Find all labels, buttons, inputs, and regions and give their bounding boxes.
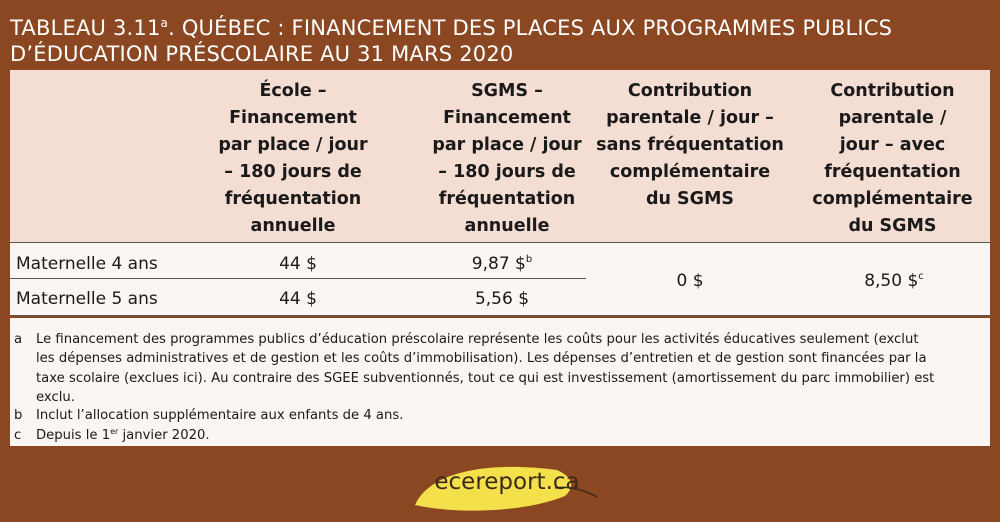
title-footnote-marker: a bbox=[160, 16, 169, 30]
column-header-contribution-sans: Contribution parentale / jour – sans fréquentation complémentaire du SGMS bbox=[596, 81, 784, 209]
cell-contribution-sans: 0 $ bbox=[676, 271, 704, 291]
cell-ecole-maternelle-5: 44 $ bbox=[279, 289, 317, 309]
column-header-sgms: SGMS – Financement par place / jour – 180 jours de fréquentation annuelle bbox=[432, 81, 582, 236]
footnote-marker: a bbox=[14, 332, 23, 347]
divider bbox=[10, 278, 586, 279]
divider bbox=[10, 242, 990, 243]
row-label-maternelle-5: Maternelle 5 ans bbox=[16, 289, 158, 309]
divider bbox=[10, 315, 990, 316]
logo-text[interactable]: ecereport.ca bbox=[434, 469, 580, 495]
cell-ecole-maternelle-4: 44 $ bbox=[279, 254, 317, 274]
footnote-marker: c bbox=[14, 428, 22, 443]
footnote-marker: c bbox=[918, 271, 924, 282]
title-line-2: D’ÉDUCATION PRÉSCOLAIRE AU 31 MARS 2020 bbox=[10, 42, 514, 66]
column-header-ecole: École – Financement par place / jour – 180 jours de fréquentation annuelle bbox=[218, 81, 368, 236]
title-prefix: TABLEAU 3.11 bbox=[10, 16, 161, 40]
title-rest: . QUÉBEC : FINANCEMENT DES PLACES AUX PROGRAMMES PUBLICS bbox=[168, 16, 893, 40]
footnote-marker: b bbox=[14, 408, 23, 423]
page-title bbox=[10, 10, 990, 67]
footnotes: a Le financement des programmes publics d’éducation préscolaire représente les coûts pour les activités éducatives seulement (exclut les dépenses administratives et de gestion et les coûts d’immobilisation). Les dépenses d’entretien et de gestion sont financées par la taxe scolaire (exclues ici). Au contraire des SGEE subventionnés, tout ce qui est investissement (amortissement du parc immobilier) est exclu. b Inclut l’allocation supplémentaire aux enfants de 4 ans. c Depuis le 1er janvier 2020. bbox=[10, 318, 990, 446]
footnote-marker: b bbox=[525, 254, 533, 265]
cell-sgms-maternelle-5: 5,56 $ bbox=[474, 289, 530, 309]
cell-contribution-avec: 8,50 \$$^c$ bbox=[864, 271, 924, 291]
data-table bbox=[10, 70, 990, 316]
cell-sgms-maternelle-4: 9,87 \$$^b$ bbox=[471, 254, 533, 274]
row-label-maternelle-4: Maternelle 4 ans bbox=[16, 254, 158, 274]
column-header-contribution-avec: Contribution parentale / jour – avec fréquentation complémentaire du SGMS bbox=[812, 81, 973, 236]
